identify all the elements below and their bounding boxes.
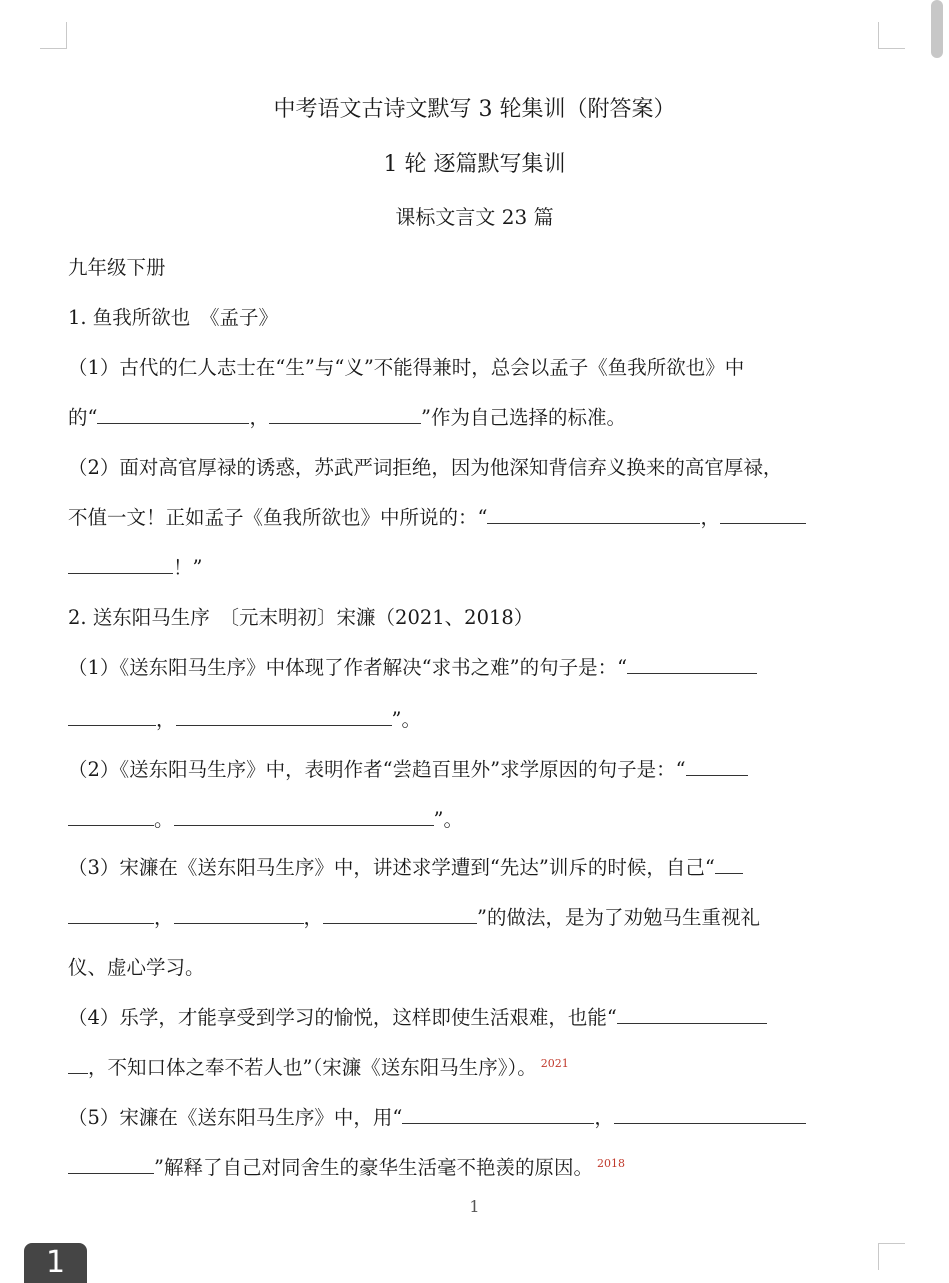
grade-heading: 九年级下册 (68, 256, 166, 279)
lesson1-q1-line1: （1）古代的仁人志士在“生”与“义”不能得兼时，总会以孟子《鱼我所欲也》中 (68, 356, 745, 379)
lesson2-q3-line1: （3）宋濂在《送东阳马生序》中，讲述求学遭到“先达”训斥的时候，自己“ (68, 852, 743, 880)
answer-blank[interactable] (176, 724, 392, 726)
answer-blank[interactable] (487, 522, 700, 524)
document-title: 中考语文古诗文默写 3 轮集训（附答案） (273, 97, 676, 122)
answer-blank[interactable] (174, 824, 434, 826)
lesson2-q5-line2: ”解释了自己对同舍生的豪华生活毫不艳羡的原因。 $^{2018}$ (68, 1152, 625, 1180)
answer-blank[interactable] (402, 1122, 594, 1124)
answer-blank[interactable] (68, 824, 154, 826)
exam-year-tag: 2018 (596, 1156, 625, 1170)
lesson2-q2-line2: 。 ”。 (68, 804, 463, 832)
answer-blank[interactable] (68, 572, 173, 574)
answer-blank[interactable] (617, 1022, 767, 1024)
answer-blank[interactable] (269, 422, 421, 424)
answer-blank[interactable] (627, 672, 757, 674)
page-corner-mark-top-right (878, 22, 905, 49)
answer-blank[interactable] (68, 1072, 88, 1074)
answer-blank[interactable] (720, 522, 806, 524)
answer-blank[interactable] (68, 1172, 154, 1174)
answer-blank[interactable] (323, 922, 477, 924)
lesson2-heading: 2. 送东阳马生序 〔元末明初〕宋濂（2021、2018） (68, 606, 534, 629)
page-number: 1 (469, 1197, 480, 1216)
lesson2-q3-line2: ， ， ”的做法，是为了劝勉马生重视礼 (68, 902, 760, 930)
lesson1-q2-line3: ！” (68, 552, 202, 580)
lesson1-q2-line2: 不值一文！正如孟子《鱼我所欲也》中所说的：“ ， (68, 502, 806, 530)
answer-blank[interactable] (68, 724, 156, 726)
document-subtitle: 1 轮 逐篇默写集训 (383, 152, 566, 177)
lesson1-q1-line2: 的“ ， ”作为自己选择的标准。 (68, 406, 626, 429)
lesson2-q3-line3: 仪、虚心学习。 (68, 956, 205, 979)
page-corner-mark-bottom-right (878, 1243, 905, 1270)
section-heading: 课标文言文 23 篇 (395, 205, 554, 229)
exam-year-tag: 2021 (540, 1056, 569, 1070)
lesson2-q5-line1: （5）宋濂在《送东阳马生序》中，用“ ， (68, 1102, 806, 1130)
answer-blank[interactable] (686, 774, 748, 776)
answer-blank[interactable] (174, 922, 304, 924)
answer-blank[interactable] (68, 922, 154, 924)
page-corner-mark-top-left (40, 22, 67, 49)
answer-blank[interactable] (715, 872, 743, 874)
lesson2-q4-line2: ，不知口体之奉不若人也”（宋濂《送东阳马生序》）。 $^{2021}$ (68, 1052, 569, 1080)
lesson2-q1-line2: ， ”。 (68, 704, 421, 732)
lesson2-q2-line1: （2）《送东阳马生序》中，表明作者“尝趋百里外”求学原因的句子是：“ (68, 754, 748, 782)
vertical-scrollbar-thumb[interactable] (931, 0, 943, 58)
answer-blank[interactable] (97, 422, 249, 424)
lesson1-q2-line1: （2）面对高官厚禄的诱惑，苏武严词拒绝，因为他深知背信弃义换来的高官厚禄， (68, 456, 783, 479)
page-indicator-badge[interactable]: 1 (24, 1243, 87, 1283)
lesson2-q1-line1: （1）《送东阳马生序》中体现了作者解决“求书之难”的句子是：“ (68, 652, 757, 680)
answer-blank[interactable] (614, 1122, 806, 1124)
lesson1-heading: 1. 鱼我所欲也 《孟子》 (68, 306, 279, 329)
lesson2-q4-line1: （4）乐学，才能享受到学习的愉悦，这样即使生活艰难，也能“ (68, 1002, 767, 1030)
